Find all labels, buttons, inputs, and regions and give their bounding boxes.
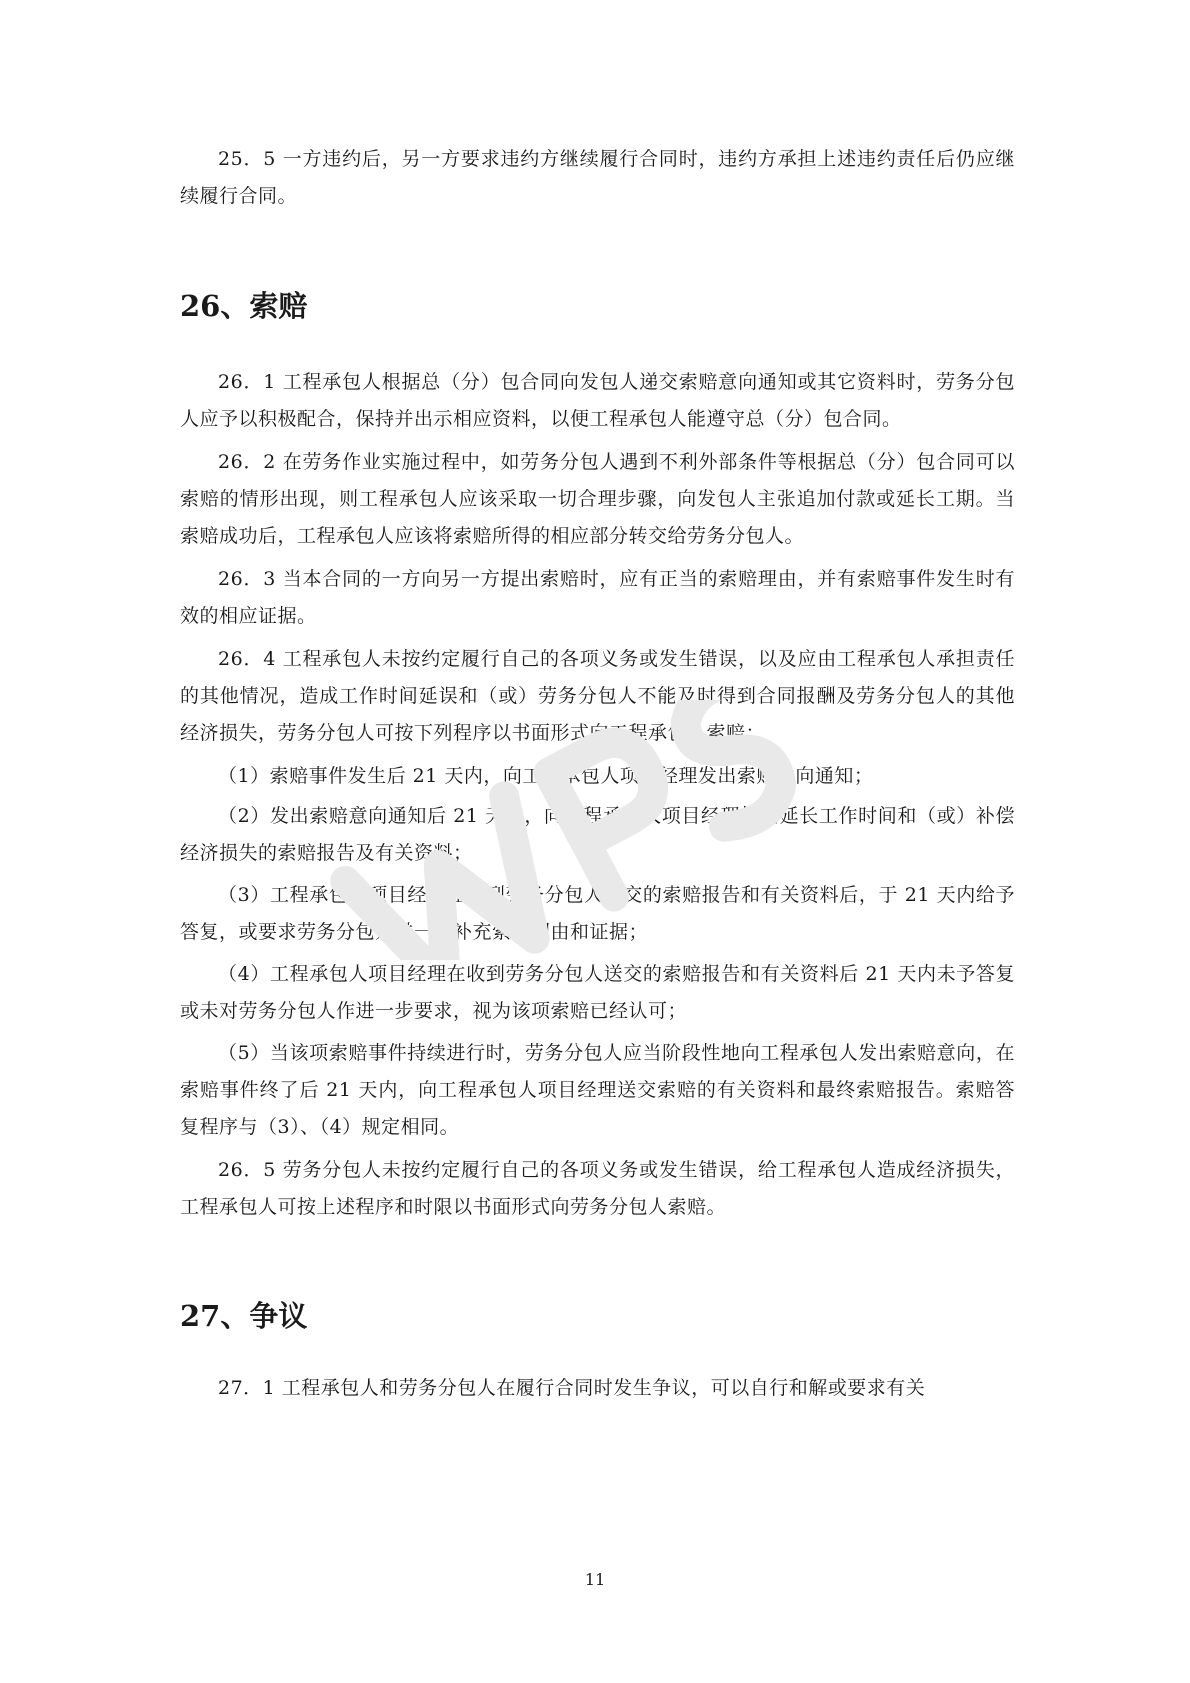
page-number: 11 (584, 1570, 606, 1589)
clause-26-4-item-1: （1）索赔事件发生后 21 天内，向工程承包人项目经理发出索赔意向通知； (218, 765, 874, 787)
heading-27-disputes: 27、争议 (180, 1299, 308, 1333)
clause-26-4-item-5: （5）当该项索赔事件持续进行时，劳务分包人应当阶段性地向工程承包人发出索赔意向，在索赔事件终了后 21 天内，向工程承包人项目经理送交索赔的有关资料和最终索赔报告。索赔答复程序与（3）、（4）规定相同。 (180, 1042, 1015, 1138)
clause-25-5: 25．5 一方违约后，另一方要求违约方继续履行合同时，违约方承担上述违约责任后仍应继续履行合同。 (180, 148, 1015, 207)
clause-27-1: 27．1 工程承包人和劳务分包人在履行合同时发生争议，可以自行和解或要求有关 (218, 1377, 926, 1399)
clause-26-4-item-4: （4）工程承包人项目经理在收到劳务分包人送交的索赔报告和有关资料后 21 天内未予答复或未对劳务分包人作进一步要求，视为该项索赔已经认可； (180, 963, 1015, 1022)
clause-26-4-item-3: （3）工程承包人项目经理在收到劳务分包人送交的索赔报告和有关资料后，于 21 天内给予答复，或要求劳务分包人进一步补充索赔理由和证据； (180, 884, 1015, 943)
clause-26-3: 26．3 当本合同的一方向另一方提出索赔时，应有正当的索赔理由，并有索赔事件发生时有效的相应证据。 (180, 568, 1015, 627)
clause-26-5: 26．5 劳务分包人未按约定履行自己的各项义务或发生错误，给工程承包人造成经济损失，工程承包人可按上述程序和时限以书面形式向劳务分包人索赔。 (180, 1159, 1015, 1218)
heading-26-claims: 26、索赔 (180, 289, 308, 323)
clause-26-2: 26．2 在劳务作业实施过程中，如劳务分包人遇到不利外部条件等根据总（分）包合同可以索赔的情形出现，则工程承包人应该采取一切合理步骤，向发包人主张追加付款或延长工期。当索赔成功后，工程承包人应该将索赔所得的相应部分转交给劳务分包人。 (180, 451, 1015, 547)
clause-26-4-item-2: （2）发出索赔意向通知后 21 天内，向工程承包人项目经理提出延长工作时间和（或）补偿经济损失的索赔报告及有关资料； (180, 805, 1015, 864)
clause-26-1: 26．1 工程承包人根据总（分）包合同向发包人递交索赔意向通知或其它资料时，劳务分包人应予以积极配合，保持并出示相应资料，以便工程承包人能遵守总（分）包合同。 (180, 371, 1015, 430)
clause-26-4: 26．4 工程承包人未按约定履行自己的各项义务或发生错误，以及应由工程承包人承担责任的其他情况，造成工作时间延误和（或）劳务分包人不能及时得到合同报酬及劳务分包人的其他经济损失，劳务分包人可按下列程序以书面形式向工程承包人索赔： (180, 648, 1015, 744)
